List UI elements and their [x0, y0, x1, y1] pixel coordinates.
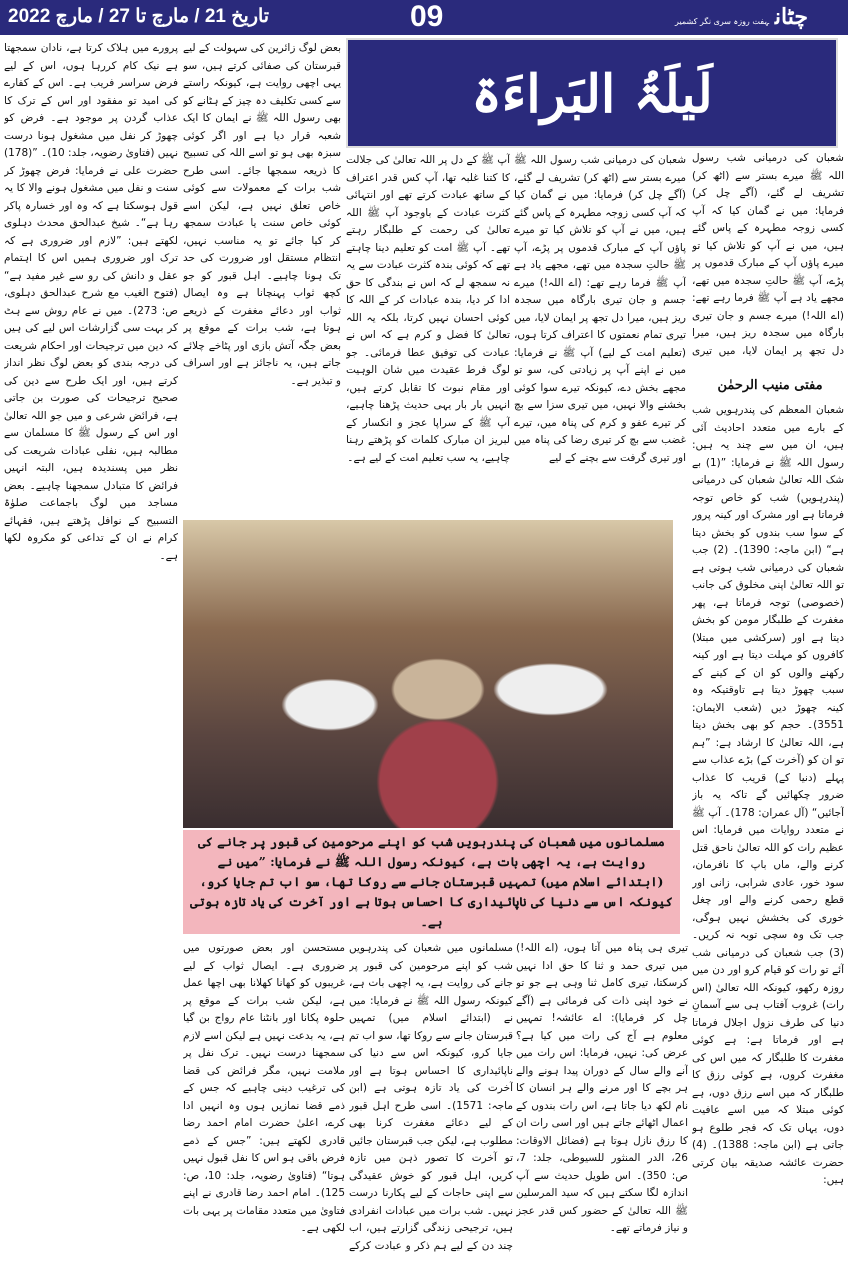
- author-name: مفتی منیب الرحمٰن: [717, 378, 823, 393]
- column-4: بعض لوگ زائرین کی سہولت کے لیے قبرستان کی صفائی کرتے ہیں، سو یہی اچھی روایت ہے، کیونکہ راستے سے کسی تکلیف دہ چیز کے ہٹانے کو بھی رسول اللہ ﷺ نے ایمان کا ایک شعبہ قرار دیا ہے اور اگر کوئی سبزہ بھی ہو تو اسے اللہ کی تسبیح کا ذریعہ سمجھا جائے۔ اسی طرح شب برات کے معمولات سے کوئی خاص تعلق نہیں ہے، لیکن اسے کوئی خاص سنت یا عبادت سمجھ کر کیا جائے تو یہ مناسب نہیں، انتظام مستقل اور ضرورت کی حد تک ہونا چاہیے۔ اہل قبور کو جو کچھ ثواب پہنچانا ہے وہ ایصال ثواب اور دعائے مغفرت کے ذریعے ہوتا ہے، شب برات کے موقع پر بعض جگہ آتش بازی اور پٹاخے چلائے جاتے ہیں، یہ ناجائز ہے اور اسراف و تبذیر ہے۔: [183, 42, 341, 387]
- article-photo-prayer: [183, 520, 673, 828]
- newspaper-logo: [675, 4, 808, 30]
- column-2: شعبان کی درمیانی شب رسول اللہ ﷺ میرے بستر سے (اٹھ کر) تشریف لے گئے، (آگے چل کر) فرمایا: میں نے گمان کیا کہ آپ کسی زوجہ مطہرہ کے پاس گئے ہیں، میں نے آپ کو تلاش کیا تو میرے پاؤں آپ کے مبارک قدموں پر پڑے، آپ ﷺ حالتِ سجدہ میں تھے، مجھے یاد ہے آپ ﷺ فرما رہے تھے: (اے اللہ!) میرے جسم و جان تیری بارگاہ میں سجدہ ریز ہیں، میرا دل تجھ پر ایمان لایا، میں تیری تمام نعمتوں کا اعتراف کرتا ہوں، (تعلیم امت کے لیے) آپ ﷺ نے فرمایا: میں نے اپنے آپ پر زیادتی کی، سو تو مجھے بخش دے، کیونکہ تیرے سوا کوئی بخشنے والا نہیں، میں تیری سزا سے بچ کر تیرے عفو و کرم کی پناہ میں، تیرے غضب سے بچ کر تیری رضا کی پناہ میں اور تیری گرفت سے بچنے کے لیے: [514, 154, 686, 464]
- column-left: پرورے میں ہلاک کرتا ہے، نادان سمجھتا ہے نیک کام کررہا ہوں، اس کے لیے فرض سراسر فریب ہے۔ اس کے کفارے کی امید تو مفقود اور اس کے ترک کا عذاب گردن پر موجود ہے۔ فرض کو چھوڑ کر نفل میں مشغول ہونا درست نہیں (فتاویٰ رضویہ، جلد: 10)۔ ”(178) حضرت علی نے فرمایا: فرض چھوڑ کر سنت و نفل میں مشغول ہونے والا کا یہ قول ہوسکتا ہے کہ وہ اور خسارہ پاکر رہا ہے“۔ شیخ عبدالحق محدث دہلوی لکھتے ہیں: ”لازم اور ضروری ہے کہ ترک اور ضروری ہمیں اس کا اہتمام عقل و دانش کی رو سے غیر مفید ہے“ (فتوح الغیب مع شرح عبدالحق دہلوی، ص: 273)۔ میں نے عام روش سے ہٹ کر بہت سی گزارشات اس لیے کی ہیں کہ دین میں ترجیحات اور احکام شریعت کی درجہ بندی کو بعض لوگ نظر انداز کرتے ہیں، اور ایک طرح سے دین کی صحیح ترجیحات کی صورت بن جاتی ہے، فرائض شرعی و میں جو اللہ تعالیٰ اور اس کے رسول ﷺ کا مسلمان سے مطالبہ ہیں، نفلی عبادات شریعت کی نظر میں پسندیدہ ہیں، البتہ انہیں فرائض کا متبادل سمجھنا چاہیے۔ بعض مساجد میں لوگ باجماعت صلوٰۃ التسبیح کے نوافل پڑھتے ہیں، فقہائے کرام نے ان کے تداعی کو مکروہ لکھا ہے۔: [4, 42, 178, 562]
- page-header: [0, 0, 848, 35]
- page-number: 09: [410, 0, 444, 33]
- issue-date: تاریخ 21 / مارچ تا 27 / مارچ 2022: [8, 6, 270, 27]
- column-bottom-1: تیری ہی پناہ میں آتا ہوں، (اے اللہ!) میں تیری حمد و ثنا کا حق ادا نہیں کرسکتا، تیری کامل ثنا وہی ہے جو تو نے خود اپنی ذات کی فرمائی ہے (آگے چل کر فرمایا): اے عائشہ! تمہیں معلوم ہے آج کی رات میں کیا ہے؟ عرض کی: نہیں، فرمایا: اس رات میں آنے والے سال کے دوران پیدا ہونے والے ہر بچے کا اور مرنے والے ہر انسان کا نام لکھ دیا جاتا ہے، اس رات بندوں کے اعمال اٹھائے جاتے ہیں اور اسی رات ان کا رزق نازل ہوتا ہے (فضائل الاوقات: 26، الدر المنثور للسیوطی، جلد: 7، ص: 350)۔ اس طویل حدیث سے آپ اندازہ لگا سکتے ہیں کہ سید المرسلین ﷺ اللہ تعالیٰ کے حضور کس قدر عجز و نیاز فرماتے تھے۔: [516, 942, 688, 1234]
- column-right: شعبان المعظم کی پندرہویں شب کے بارے میں متعدد احادیث آئی ہیں، ان میں سے چند یہ ہیں: رسول اللہ ﷺ نے فرمایا: ”(1) بے شک اللہ تعالیٰ شعبان کی درمیانی (پندرہویں) شب کو خاص توجہ فرماتا ہے اور مشرک اور کینہ پرور کے سوا سب بندوں کو بخش دیتا ہے“ (ابن ماجہ: 1390)۔ (2) جب شعبان کی درمیانی شب ہوتی ہے تو اللہ تعالیٰ اپنی مخلوق کی جانب (خصوصی) توجہ فرماتا ہے، پھر مغفرت کے طلبگار مومن کو بخش دیتا ہے اور (سرکشی میں مبتلا) کافروں کو مہلت دیتا ہے اور کینہ رکھنے والوں کو ان کے کینے کے سبب چھوڑ دیتا ہے تاوقتیکہ وہ کینہ چھوڑ دیں (شعب الایمان: 3551)۔ حجم کو بھی بخش دیتا ہے، اللہ تعالیٰ کا ارشاد ہے: ”ہم تو ان کو (آخرت کے) بڑے عذاب سے پہلے (دنیا کے) قریب کا عذاب ضرور چکھائیں گے تاکہ یہ باز آجائیں“ (آل عمران: 178)۔ آپ ﷺ نے متعدد روایات میں فرمایا: اس عظیم رات کو اللہ تعالیٰ ناحق قتل کرنے والے، ماں باپ کا نافرمان، سود خور، عادی شرابی، زانی اور قطع رحمی کرنے والے اور چغل خوری کی بخشش نہیں ہوگی، جب تک وہ سچی توبہ نہ کریں۔ (3) جب شعبان کی درمیانی شب آئے تو رات کو قیام کرو اور دن میں روزہ رکھو، کیونکہ اللہ تعالیٰ (اس رات) غروب آفتاب ہی سے آسمانِ دنیا کی طرف نزول اجلال فرماتا ہے اور فرماتا ہے: ہے کوئی مغفرت کا طلبگار کہ میں اس کی مغفرت کروں، ہے کوئی رزق کا طلبگار کہ میں اسے رزق دوں، ہے کوئی مبتلا کہ میں اسے عافیت دوں، یہاں تک کہ فجر طلوع ہو جاتی ہے (ابن ماجہ: 1388)۔ (4) حضرت عائشہ صدیقہ بیان کرتی ہیں:: [692, 404, 844, 1186]
- logo-subtitle: ہفت روزہ سری نگر کشمیر: [675, 17, 769, 26]
- logo-text: چٹان: [774, 4, 808, 30]
- pull-quote: مسلمانوں میں شعبان کی پندرہویں شب کو اپنے مرحومین کی قبور پر جانے کی روایت ہے، یہ اچھی بات ہے، کیونکہ رسول اللہ ﷺ نے فرمایا: ”میں نے (ابتدائے اسلام میں) تمہیں قبرستان جانے سے روکا تھا، سو اب تم جایا کرو، کیونکہ اس سے دنیا کی ناپائیداری کا احساس ہوتا ہے اور آخرت کی یاد تازہ ہوتی ہے۔: [183, 830, 680, 934]
- article-title: لَیلَۃُ البَراءَۃ: [346, 38, 838, 148]
- column-3: آپ ﷺ کے دل پر اللہ تعالیٰ کی جلالت کا کتنا غلبہ تھا، آپ کس قدر اعتراف کے ساتھ عبادت کرتے تھے اور انتہائی کثرت عبادت کے باوجود آپ ﷺ اللہ تعالیٰ کی رحمت کے طلبگار رہتے تھے۔ آپ ﷺ امت کو تعلیم دینا چاہتے تھے کہ کوئی بندہ کثرت عبادت سے یہ نہ سمجھ لے کہ اس نے بندگی کا حق ادا کر دیا، بندہ عبادات کر کے اللہ کا کوئی احسان نہیں کرتا، بلکہ یہ اللہ تعالیٰ کا فضل و کرم ہے کہ اس نے عبادت کی توفیق عطا فرمائی۔ جو لوگ فرط عقیدت میں شان الوہیت اور مقام نبوت کا تقابل کرتے ہیں، انہیں بار بار یہی حدیث پڑھنا چاہیے، آپ ﷺ کے سراپا عجز و انکسار کے لبریز ان مبارک کلمات کو پڑھتے رہنا چاہیے، یہ سب تعلیم امت کے لیے ہے۔: [346, 154, 510, 464]
- column-bottom-3: مستحسن اور بعض صورتوں میں ضروری ہے۔ ایصال ثواب کے لیے غریبوں کو کھانا کھلانا بھی اچھا عمل ہے، لیکن شب برات کے موقع پر حلوہ پکانا اور بانٹنا عام رواج بن گیا ہے، یہ بدعت نہیں ہے لیکن اسے لازم سمجھنا درست نہیں۔ ترک نفل پر ملامت نہیں، مگر فرائض کی قضا کی ترغیب دینی چاہیے کہ جس کے ذمے قضا نمازیں ہوں وہ انہیں ادا کرے، اعلیٰ حضرت امام احمد رضا قادری لکھتے ہیں: ”جس کے ذمے فرض باقی ہو اس کا نفل قبول نہیں ہوتا“ (فتاویٰ رضویہ، جلد: 10، ص: 125)۔ امام احمد رضا قادری نے اپنے فتاویٰ میں متعدد مقامات پر یہی بات لکھی ہے۔: [183, 942, 345, 1234]
- column-right-top: شعبان کی درمیانی شب رسول اللہ ﷺ میرے بستر سے (اٹھ کر) تشریف لے گئے، (آگے چل کر) فرمایا: میں نے گمان کیا کہ آپ کسی زوجہ مطہرہ کے پاس گئے ہیں، میں نے آپ کو تلاش کیا تو میرے پاؤں آپ کے مبارک قدموں پر پڑے، آپ ﷺ حالتِ سجدہ میں تھے، مجھے یاد ہے آپ ﷺ فرما رہے تھے: (اے اللہ!) میرے جسم و جان تیری بارگاہ میں سجدہ ریز ہیں، میرا دل تجھ پر ایمان لایا، میں تیری: [692, 152, 844, 357]
- column-bottom-2: مسلمانوں میں شعبان کی پندرہویں شب کو اپنے مرحومین کی قبور پر جانے کی روایت ہے، یہ اچھی بات ہے، کیونکہ رسول اللہ ﷺ نے فرمایا: میں نے (ابتدائے اسلام میں) تمہیں قبرستان جانے سے روکا تھا، سو اب تم جایا کرو، کیونکہ اس سے دنیا کی ناپائیداری کا احساس ہوتا ہے اور آخرت کی یاد تازہ ہوتی ہے (ابن ماجہ: 1571)۔ اسی طرح اہل قبور کے لیے دعائے مغفرت کرنا بھی مطلوب ہے، لیکن جب قبرستان جائیں تو آخرت کا تصور ذہن میں تازہ کریں، اہل قبور کو خوش عقیدگی سے اپنی حاجات کے لیے پکارنا درست نہیں۔ شب برات میں عبادات انفرادی ہیں، ترجیحی زندگی گزارتے ہیں، اب چند دن کے لیے ہم ذکر و عبادت کرکے: [349, 942, 513, 1252]
